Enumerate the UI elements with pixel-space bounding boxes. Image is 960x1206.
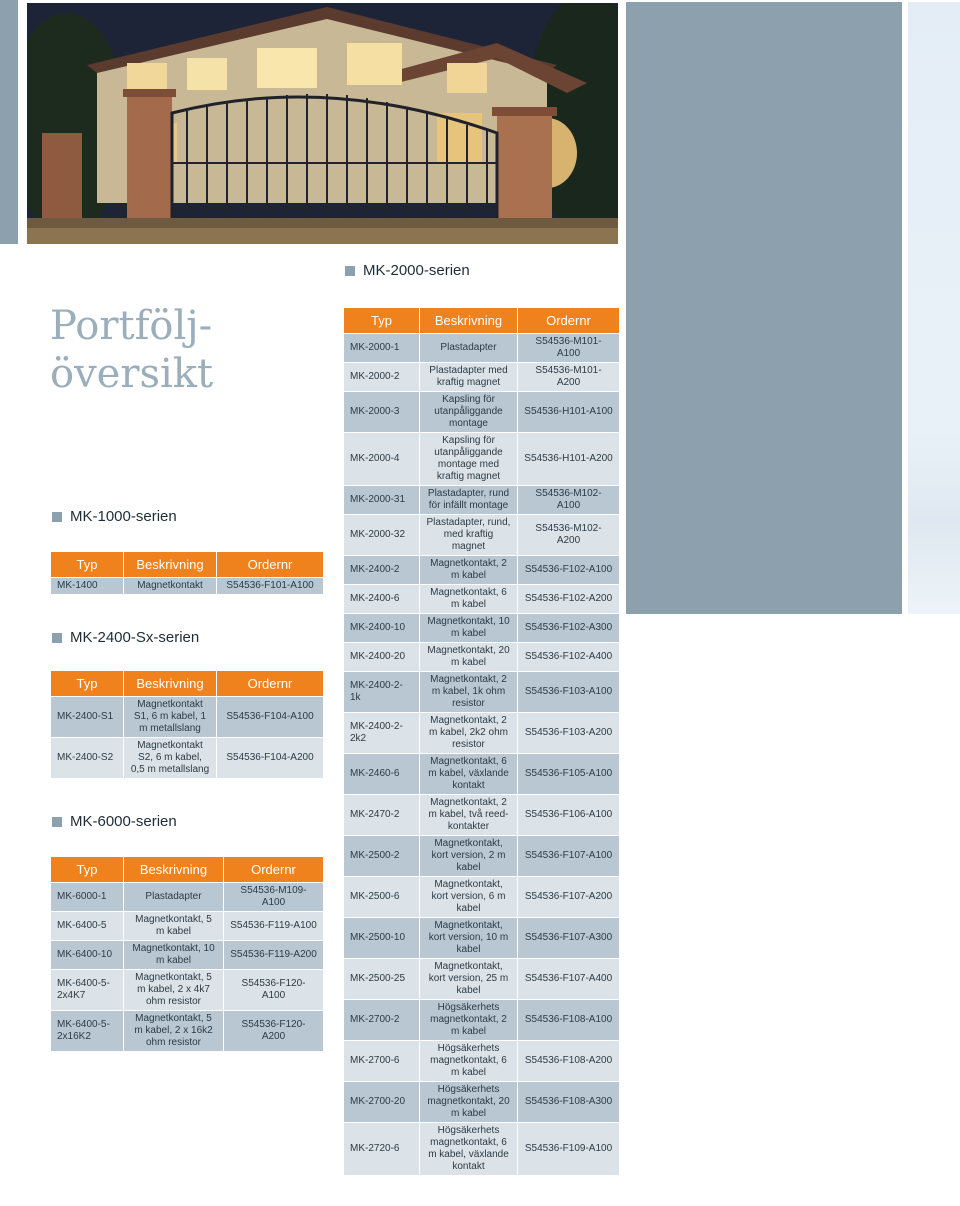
- table-row: [344, 713, 619, 753]
- table-row: [344, 363, 619, 391]
- cell-beskrivning: Magnetkontakt, 5 m kabel, 2 x 16k2 ohm resistor: [123, 1011, 223, 1051]
- table-row: [344, 672, 619, 712]
- cell-beskrivning: Magnetkontakt, 2 m kabel, 2k2 ohm resistor: [419, 713, 517, 753]
- table-mk6000: [51, 856, 323, 1052]
- column-header-beskrivning: Beskrivning: [123, 671, 216, 696]
- cell-beskrivning: Magnetkontakt, 20 m kabel: [419, 643, 517, 671]
- column-header-typ: Typ: [344, 308, 419, 333]
- table-row: [51, 970, 323, 1010]
- cell-typ: MK-6000-1: [51, 883, 123, 911]
- cell-ordernr: S54536-M102-A100: [517, 486, 619, 514]
- table-row: [344, 392, 619, 432]
- cell-beskrivning: Magnetkontakt, 6 m kabel, växlande kontakt: [419, 754, 517, 794]
- cell-ordernr: S54536-F108-A300: [517, 1082, 619, 1122]
- cell-ordernr: S54536-H101-A100: [517, 392, 619, 432]
- table-row: [344, 643, 619, 671]
- cell-beskrivning: Magnetkontakt: [123, 578, 216, 594]
- cell-typ: MK-2700-6: [344, 1041, 419, 1081]
- square-bullet-icon: [345, 266, 355, 276]
- cell-ordernr: S54536-F109-A100: [517, 1123, 619, 1175]
- cell-beskrivning: Högsäkerhets magnetkontakt, 2 m kabel: [419, 1000, 517, 1040]
- table-row: [344, 334, 619, 362]
- cell-typ: MK-2720-6: [344, 1123, 419, 1175]
- cell-ordernr: S54536-F101-A100: [216, 578, 323, 594]
- table-row: [51, 912, 323, 940]
- cell-beskrivning: Magnetkontakt, 10 m kabel: [123, 941, 223, 969]
- cell-typ: MK-2000-2: [344, 363, 419, 391]
- cell-beskrivning: Magnetkontakt, 5 m kabel: [123, 912, 223, 940]
- cell-beskrivning: Högsäkerhets magnetkontakt, 6 m kabel: [419, 1041, 517, 1081]
- cell-typ: MK-2700-2: [344, 1000, 419, 1040]
- square-bullet-icon: [52, 512, 62, 522]
- cell-ordernr: S54536-F120-A100: [223, 970, 323, 1010]
- table-row: [51, 883, 323, 911]
- cell-typ: MK-2400-6: [344, 585, 419, 613]
- cell-typ: MK-2460-6: [344, 754, 419, 794]
- section-heading-label: MK-2400-Sx-serien: [70, 629, 200, 646]
- cell-typ: MK-2400-2-1k: [344, 672, 419, 712]
- cell-ordernr: S54536-F107-A300: [517, 918, 619, 958]
- cell-typ: MK-2000-31: [344, 486, 419, 514]
- table-header-row: [51, 857, 323, 882]
- cell-beskrivning: Magnetkontakt, 2 m kabel: [419, 556, 517, 584]
- section-heading-mk6000: [52, 813, 177, 830]
- cell-ordernr: S54536-F106-A100: [517, 795, 619, 835]
- cell-beskrivning: Magnetkontakt, 2 m kabel, 1k ohm resistor: [419, 672, 517, 712]
- cell-beskrivning: Magnetkontakt, kort version, 10 m kabel: [419, 918, 517, 958]
- table-row: [344, 918, 619, 958]
- column-header-typ: Typ: [51, 671, 123, 696]
- cell-beskrivning: Magnetkontakt, kort version, 2 m kabel: [419, 836, 517, 876]
- cell-ordernr: S54536-M101-A100: [517, 334, 619, 362]
- cell-beskrivning: Högsäkerhets magnetkontakt, 20 m kabel: [419, 1082, 517, 1122]
- page-title: [50, 302, 213, 398]
- page-title-line-1: Portfölj-: [50, 303, 213, 349]
- table-row: [344, 1123, 619, 1175]
- cell-typ: MK-2700-20: [344, 1082, 419, 1122]
- cell-beskrivning: Magnetkontakt, kort version, 25 m kabel: [419, 959, 517, 999]
- cell-typ: MK-2000-1: [344, 334, 419, 362]
- cell-typ: MK-1400: [51, 578, 123, 594]
- table-row: [344, 1082, 619, 1122]
- cell-ordernr: S54536-F103-A200: [517, 713, 619, 753]
- column-header-ordernr: Ordernr: [223, 857, 323, 882]
- right-slate-panel: [626, 2, 902, 614]
- cell-beskrivning: Plastadapter: [419, 334, 517, 362]
- cell-ordernr: S54536-F108-A100: [517, 1000, 619, 1040]
- table-header-row: [51, 552, 323, 577]
- cell-ordernr: S54536-F102-A300: [517, 614, 619, 642]
- table-row: [344, 1000, 619, 1040]
- cell-typ: MK-2500-2: [344, 836, 419, 876]
- table-row: [51, 738, 323, 778]
- column-header-typ: Typ: [51, 552, 123, 577]
- table-row: [344, 836, 619, 876]
- cell-beskrivning: Magnetkontakt S2, 6 m kabel, 0,5 m metallslang: [123, 738, 216, 778]
- table-row: [344, 515, 619, 555]
- cell-ordernr: S54536-H101-A200: [517, 433, 619, 485]
- table-row: [344, 877, 619, 917]
- cell-typ: MK-6400-10: [51, 941, 123, 969]
- section-heading-mk2000: [345, 262, 470, 279]
- column-header-ordernr: Ordernr: [216, 552, 323, 577]
- table-row: [344, 433, 619, 485]
- cell-typ: MK-2400-S1: [51, 697, 123, 737]
- cell-typ: MK-2400-20: [344, 643, 419, 671]
- table-row: [344, 795, 619, 835]
- cell-typ: MK-2000-3: [344, 392, 419, 432]
- cell-ordernr: S54536-M102-A200: [517, 515, 619, 555]
- cell-beskrivning: Magnetkontakt, 6 m kabel: [419, 585, 517, 613]
- column-header-beskrivning: Beskrivning: [419, 308, 517, 333]
- cell-ordernr: S54536-F108-A200: [517, 1041, 619, 1081]
- cell-typ: MK-2500-10: [344, 918, 419, 958]
- cell-ordernr: S54536-F102-A200: [517, 585, 619, 613]
- cell-ordernr: S54536-F119-A200: [223, 941, 323, 969]
- cell-ordernr: S54536-F103-A100: [517, 672, 619, 712]
- cell-typ: MK-6400-5: [51, 912, 123, 940]
- page-title-line-2: översikt: [50, 351, 214, 397]
- table-row: [344, 754, 619, 794]
- cell-beskrivning: Plastadapter: [123, 883, 223, 911]
- cell-ordernr: S54536-F107-A100: [517, 836, 619, 876]
- section-heading-mk2400sx: [52, 629, 199, 646]
- table-row: [344, 1041, 619, 1081]
- section-heading-mk1000: [52, 508, 177, 525]
- cell-ordernr: S54536-M101-A200: [517, 363, 619, 391]
- cell-typ: MK-2400-2-2k2: [344, 713, 419, 753]
- cell-ordernr: S54536-F104-A100: [216, 697, 323, 737]
- section-heading-label: MK-2000-serien: [363, 262, 470, 279]
- table-mk1000: [51, 551, 323, 595]
- cell-beskrivning: Magnetkontakt, 2 m kabel, två reed-kontakter: [419, 795, 517, 835]
- cell-ordernr: S54536-F107-A400: [517, 959, 619, 999]
- cell-beskrivning: Plastadapter, rund, med kraftig magnet: [419, 515, 517, 555]
- column-header-ordernr: Ordernr: [517, 308, 619, 333]
- table-row: [344, 614, 619, 642]
- table-mk2000: [344, 307, 619, 1176]
- cell-beskrivning: Magnetkontakt S1, 6 m kabel, 1 m metallslang: [123, 697, 216, 737]
- cell-beskrivning: Högsäkerhets magnetkontakt, 6 m kabel, växlande kontakt: [419, 1123, 517, 1175]
- cell-beskrivning: Magnetkontakt, kort version, 6 m kabel: [419, 877, 517, 917]
- cell-beskrivning: Kapsling för utanpåliggande montage med kraftig magnet: [419, 433, 517, 485]
- cell-ordernr: S54536-F107-A200: [517, 877, 619, 917]
- cell-beskrivning: Plastadapter med kraftig magnet: [419, 363, 517, 391]
- left-edge-panel: [0, 0, 18, 244]
- cell-ordernr: S54536-F102-A100: [517, 556, 619, 584]
- cell-ordernr: S54536-F120-A200: [223, 1011, 323, 1051]
- cell-typ: MK-2000-4: [344, 433, 419, 485]
- cell-ordernr: S54536-F105-A100: [517, 754, 619, 794]
- table-row: [344, 585, 619, 613]
- table-mk2400sx: [51, 670, 323, 779]
- column-header-ordernr: Ordernr: [216, 671, 323, 696]
- cell-typ: MK-2400-10: [344, 614, 419, 642]
- cell-typ: MK-2470-2: [344, 795, 419, 835]
- cell-typ: MK-6400-5-2x16K2: [51, 1011, 123, 1051]
- table-header-row: [344, 308, 619, 333]
- cell-typ: MK-2500-6: [344, 877, 419, 917]
- cell-beskrivning: Magnetkontakt, 5 m kabel, 2 x 4k7 ohm resistor: [123, 970, 223, 1010]
- table-row: [344, 486, 619, 514]
- cell-ordernr: S54536-M109-A100: [223, 883, 323, 911]
- table-row: [344, 959, 619, 999]
- column-header-typ: Typ: [51, 857, 123, 882]
- table-row: [51, 941, 323, 969]
- hero-photo-house-gate: [27, 3, 618, 244]
- table-row: [344, 556, 619, 584]
- cell-ordernr: S54536-F104-A200: [216, 738, 323, 778]
- cell-beskrivning: Magnetkontakt, 10 m kabel: [419, 614, 517, 642]
- table-row: [51, 578, 323, 594]
- table-row: [51, 1011, 323, 1051]
- cell-ordernr: S54536-F119-A100: [223, 912, 323, 940]
- cell-ordernr: S54536-F102-A400: [517, 643, 619, 671]
- cell-typ: MK-2000-32: [344, 515, 419, 555]
- square-bullet-icon: [52, 633, 62, 643]
- table-row: [51, 697, 323, 737]
- cell-typ: MK-2400-S2: [51, 738, 123, 778]
- column-header-beskrivning: Beskrivning: [123, 857, 223, 882]
- column-header-beskrivning: Beskrivning: [123, 552, 216, 577]
- square-bullet-icon: [52, 817, 62, 827]
- cell-typ: MK-6400-5-2x4K7: [51, 970, 123, 1010]
- cell-beskrivning: Kapsling för utanpåliggande montage: [419, 392, 517, 432]
- section-heading-label: MK-6000-serien: [70, 813, 177, 830]
- cell-beskrivning: Plastadapter, rund för infällt montage: [419, 486, 517, 514]
- table-header-row: [51, 671, 323, 696]
- section-heading-label: MK-1000-serien: [70, 508, 177, 525]
- cell-typ: MK-2500-25: [344, 959, 419, 999]
- cell-typ: MK-2400-2: [344, 556, 419, 584]
- house-illustration: [27, 3, 618, 244]
- far-right-light-panel: [908, 2, 960, 614]
